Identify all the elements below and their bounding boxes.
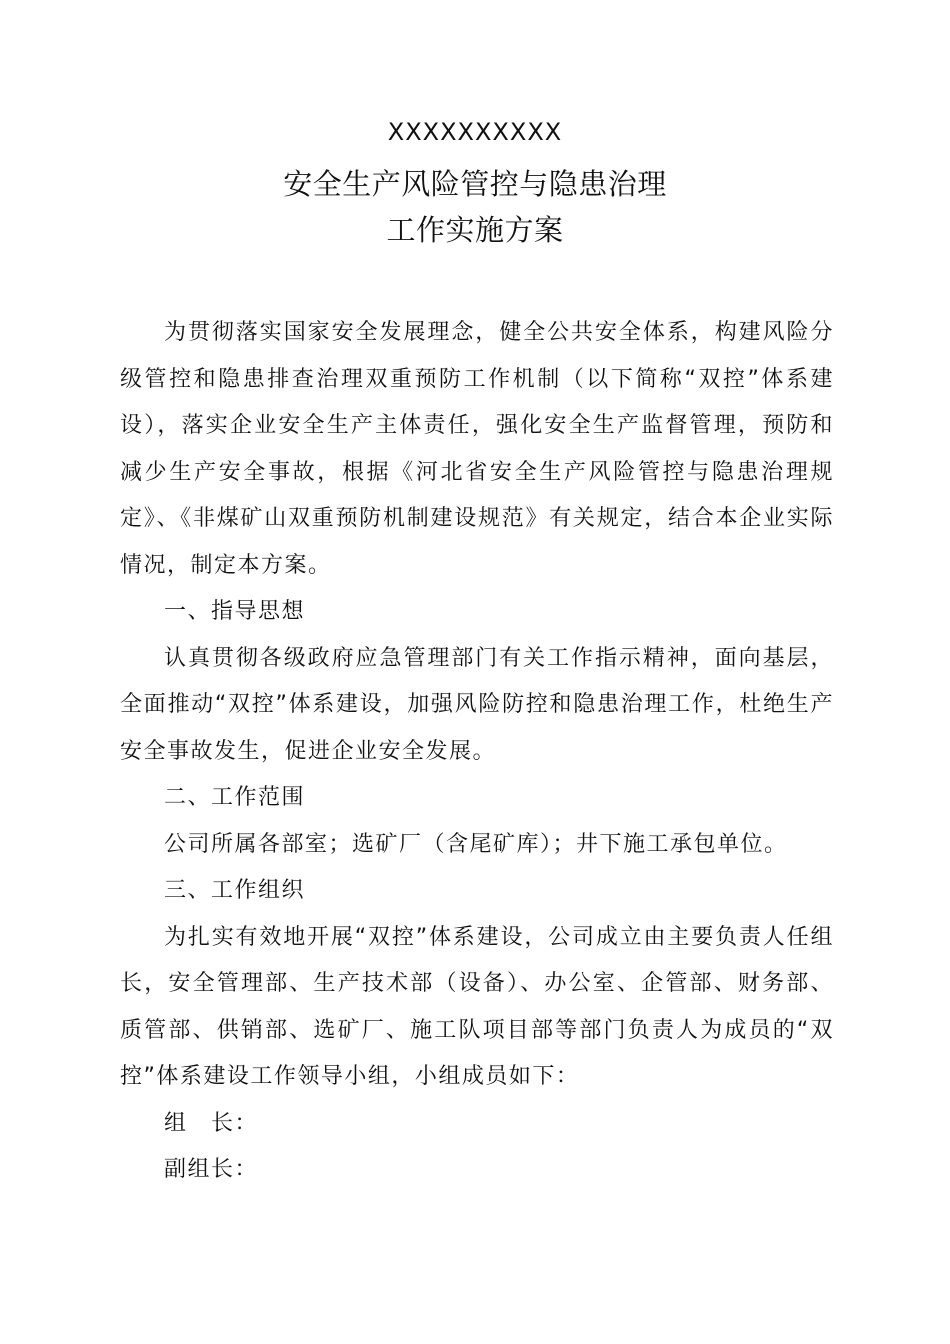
deputy-leader-label: 副组长： bbox=[164, 1157, 259, 1182]
section-text-work-scope: 公司所属各部室；选矿厂（含尾矿库）；井下施工承包单位。 bbox=[164, 831, 788, 857]
document-title-line2: 工作实施方案 bbox=[386, 213, 564, 247]
document-title-line1: 安全生产风险管控与隐患治理 bbox=[283, 167, 667, 201]
section-heading-guiding-ideology: 一、指导思想 bbox=[164, 599, 306, 624]
intro-paragraph: 为贯彻落实国家安全发展理念，健全公共安全体系，构建风险分级管控和隐患排查治理双重预防工作机制（以下简称“双控”体系建设），落实企业安全生产主体责任，强化安全生产监督管理，预防和减少生产安全事故，根据《河北省安全生产风险管控与隐患治理规定》、《非煤矿山双重预防机制建设规范》有关规定，结合本企业实际情况，制定本方案。 bbox=[120, 320, 834, 578]
section-text-guiding-ideology: 认真贯彻各级政府应急管理部门有关工作指示精神，面向基层，全面推动“双控”体系建设，加强风险防控和隐患治理工作，杜绝生产安全事故发生，促进企业安全发展。 bbox=[120, 645, 834, 764]
section-text-work-organization: 为扎实有效地开展“双控”体系建设，公司成立由主要负责人任组长，安全管理部、生产技术部（设备）、办公室、企管部、财务部、质管部、供销部、选矿厂、施工队项目部等部门负责人为成员的“双控”体系建设工作领导小组，小组成员如下： bbox=[120, 924, 834, 1089]
organization-name-placeholder: XXXXXXXXXX bbox=[387, 118, 563, 146]
group-leader-label: 组 长： bbox=[164, 1110, 259, 1136]
section-heading-work-scope: 二、工作范围 bbox=[164, 785, 306, 810]
document-body bbox=[120, 310, 834, 1194]
section-heading-work-organization: 三、工作组织 bbox=[164, 878, 306, 903]
